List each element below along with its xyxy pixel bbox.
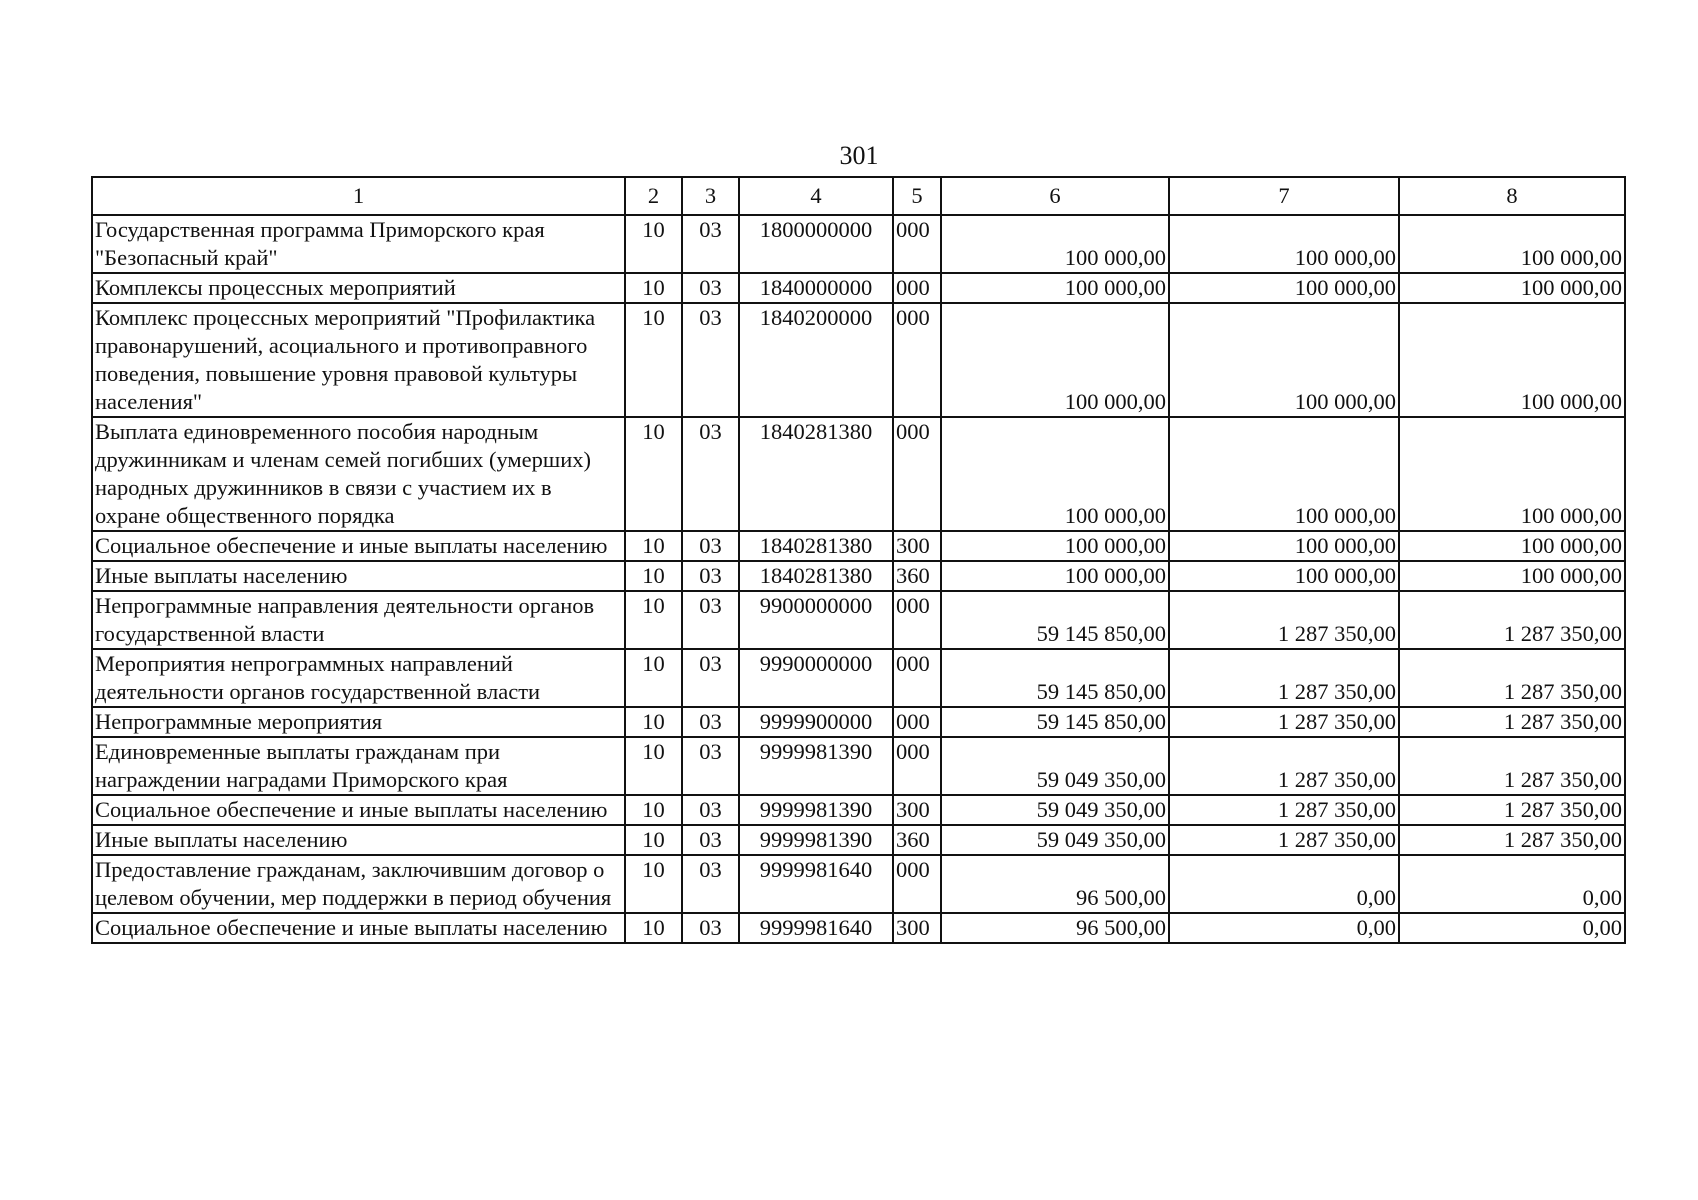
row-name-cell: Непрограммные направления деятельности органов государственной власти (92, 591, 625, 649)
section-cell: 10 (625, 561, 682, 591)
amount-col6-cell: 59 049 350,00 (941, 825, 1169, 855)
header-cell: 1 (92, 177, 625, 215)
expense-type-cell: 300 (893, 913, 941, 943)
amount-col6-cell: 59 049 350,00 (941, 795, 1169, 825)
target-code-cell: 1840000000 (739, 273, 893, 303)
amount-col7-cell: 100 000,00 (1169, 561, 1399, 591)
expense-type-cell: 000 (893, 737, 941, 795)
header-cell: 2 (625, 177, 682, 215)
table-row (92, 855, 1625, 913)
section-cell: 10 (625, 215, 682, 273)
row-name-cell: Социальное обеспечение и иные выплаты населению (92, 913, 625, 943)
amount-col7-cell: 1 287 350,00 (1169, 591, 1399, 649)
expense-type-cell: 000 (893, 649, 941, 707)
target-code-cell: 9990000000 (739, 649, 893, 707)
table-row (92, 737, 1625, 795)
row-name-cell: Иные выплаты населению (92, 825, 625, 855)
target-code-cell: 1800000000 (739, 215, 893, 273)
section-cell: 10 (625, 795, 682, 825)
amount-col8-cell: 1 287 350,00 (1399, 707, 1625, 737)
table-row (92, 273, 1625, 303)
target-code-cell: 1840281380 (739, 531, 893, 561)
row-name-cell: Социальное обеспечение и иные выплаты населению (92, 531, 625, 561)
table-row (92, 417, 1625, 531)
table-row (92, 303, 1625, 417)
header-cell: 3 (682, 177, 739, 215)
section-cell: 10 (625, 855, 682, 913)
amount-col6-cell: 59 145 850,00 (941, 649, 1169, 707)
subsection-cell: 03 (682, 561, 739, 591)
target-code-cell: 9999900000 (739, 707, 893, 737)
section-cell: 10 (625, 649, 682, 707)
subsection-cell: 03 (682, 795, 739, 825)
amount-col6-cell: 96 500,00 (941, 913, 1169, 943)
amount-col8-cell: 1 287 350,00 (1399, 591, 1625, 649)
subsection-cell: 03 (682, 649, 739, 707)
amount-col7-cell: 1 287 350,00 (1169, 825, 1399, 855)
target-code-cell: 9999981640 (739, 913, 893, 943)
subsection-cell: 03 (682, 913, 739, 943)
table-row (92, 591, 1625, 649)
target-code-cell: 1840281380 (739, 561, 893, 591)
section-cell: 10 (625, 417, 682, 531)
row-name-cell: Предоставление гражданам, заключившим договор о целевом обучении, мер поддержки в период обучения (92, 855, 625, 913)
target-code-cell: 9999981390 (739, 825, 893, 855)
expense-type-cell: 000 (893, 273, 941, 303)
table-row (92, 649, 1625, 707)
amount-col7-cell: 0,00 (1169, 913, 1399, 943)
target-code-cell: 9999981390 (739, 737, 893, 795)
amount-col8-cell: 100 000,00 (1399, 215, 1625, 273)
subsection-cell: 03 (682, 417, 739, 531)
row-name-cell: Государственная программа Приморского края "Безопасный край" (92, 215, 625, 273)
amount-col8-cell: 0,00 (1399, 855, 1625, 913)
page-number: 301 (839, 141, 879, 170)
amount-col6-cell: 100 000,00 (941, 561, 1169, 591)
amount-col8-cell: 100 000,00 (1399, 273, 1625, 303)
row-name-cell: Единовременные выплаты гражданам при награждении наградами Приморского края (92, 737, 625, 795)
header-row (92, 177, 1625, 215)
expense-type-cell: 360 (893, 561, 941, 591)
subsection-cell: 03 (682, 273, 739, 303)
section-cell: 10 (625, 913, 682, 943)
target-code-cell: 9900000000 (739, 591, 893, 649)
amount-col6-cell: 59 145 850,00 (941, 591, 1169, 649)
target-code-cell: 1840200000 (739, 303, 893, 417)
amount-col6-cell: 100 000,00 (941, 417, 1169, 531)
expense-type-cell: 000 (893, 591, 941, 649)
subsection-cell: 03 (682, 215, 739, 273)
amount-col7-cell: 1 287 350,00 (1169, 707, 1399, 737)
table-row (92, 825, 1625, 855)
amount-col8-cell: 1 287 350,00 (1399, 649, 1625, 707)
amount-col6-cell: 100 000,00 (941, 531, 1169, 561)
header-cell: 6 (941, 177, 1169, 215)
amount-col8-cell: 100 000,00 (1399, 531, 1625, 561)
amount-col7-cell: 1 287 350,00 (1169, 649, 1399, 707)
amount-col7-cell: 100 000,00 (1169, 417, 1399, 531)
header-cell: 5 (893, 177, 941, 215)
amount-col6-cell: 59 049 350,00 (941, 737, 1169, 795)
table-row (92, 531, 1625, 561)
amount-col7-cell: 100 000,00 (1169, 273, 1399, 303)
amount-col6-cell: 100 000,00 (941, 215, 1169, 273)
section-cell: 10 (625, 273, 682, 303)
amount-col6-cell: 59 145 850,00 (941, 707, 1169, 737)
subsection-cell: 03 (682, 825, 739, 855)
expense-type-cell: 300 (893, 531, 941, 561)
budget-table (91, 176, 1626, 944)
section-cell: 10 (625, 303, 682, 417)
section-cell: 10 (625, 707, 682, 737)
header-cell: 7 (1169, 177, 1399, 215)
target-code-cell: 9999981390 (739, 795, 893, 825)
section-cell: 10 (625, 531, 682, 561)
section-cell: 10 (625, 737, 682, 795)
amount-col7-cell: 100 000,00 (1169, 531, 1399, 561)
amount-col8-cell: 0,00 (1399, 913, 1625, 943)
subsection-cell: 03 (682, 531, 739, 561)
row-name-cell: Мероприятия непрограммных направлений деятельности органов государственной власти (92, 649, 625, 707)
expense-type-cell: 000 (893, 707, 941, 737)
amount-col7-cell: 1 287 350,00 (1169, 737, 1399, 795)
table-row (92, 707, 1625, 737)
expense-type-cell: 360 (893, 825, 941, 855)
subsection-cell: 03 (682, 707, 739, 737)
row-name-cell: Выплата единовременного пособия народным дружинникам и членам семей погибших (умерших) народных дружинников в связи с участием их в охране общественного порядка (92, 417, 625, 531)
amount-col8-cell: 100 000,00 (1399, 303, 1625, 417)
expense-type-cell: 000 (893, 855, 941, 913)
subsection-cell: 03 (682, 591, 739, 649)
amount-col7-cell: 100 000,00 (1169, 215, 1399, 273)
amount-col6-cell: 100 000,00 (941, 303, 1169, 417)
subsection-cell: 03 (682, 303, 739, 417)
header-cell: 8 (1399, 177, 1625, 215)
table-row (92, 215, 1625, 273)
header-cell: 4 (739, 177, 893, 215)
row-name-cell: Иные выплаты населению (92, 561, 625, 591)
amount-col7-cell: 100 000,00 (1169, 303, 1399, 417)
row-name-cell: Комплексы процессных мероприятий (92, 273, 625, 303)
table-body (92, 177, 1625, 943)
expense-type-cell: 000 (893, 417, 941, 531)
target-code-cell: 1840281380 (739, 417, 893, 531)
table-row (92, 913, 1625, 943)
amount-col6-cell: 100 000,00 (941, 273, 1169, 303)
amount-col8-cell: 1 287 350,00 (1399, 825, 1625, 855)
amount-col8-cell: 100 000,00 (1399, 561, 1625, 591)
subsection-cell: 03 (682, 855, 739, 913)
amount-col6-cell: 96 500,00 (941, 855, 1169, 913)
table-row (92, 795, 1625, 825)
expense-type-cell: 000 (893, 215, 941, 273)
amount-col7-cell: 0,00 (1169, 855, 1399, 913)
amount-col7-cell: 1 287 350,00 (1169, 795, 1399, 825)
section-cell: 10 (625, 591, 682, 649)
table-row (92, 561, 1625, 591)
expense-type-cell: 000 (893, 303, 941, 417)
target-code-cell: 9999981640 (739, 855, 893, 913)
subsection-cell: 03 (682, 737, 739, 795)
amount-col8-cell: 1 287 350,00 (1399, 795, 1625, 825)
expense-type-cell: 300 (893, 795, 941, 825)
row-name-cell: Социальное обеспечение и иные выплаты населению (92, 795, 625, 825)
amount-col8-cell: 1 287 350,00 (1399, 737, 1625, 795)
row-name-cell: Комплекс процессных мероприятий "Профилактика правонарушений, асоциального и противоправного поведения, повышение уровня правовой культуры населения" (92, 303, 625, 417)
row-name-cell: Непрограммные мероприятия (92, 707, 625, 737)
amount-col8-cell: 100 000,00 (1399, 417, 1625, 531)
section-cell: 10 (625, 825, 682, 855)
